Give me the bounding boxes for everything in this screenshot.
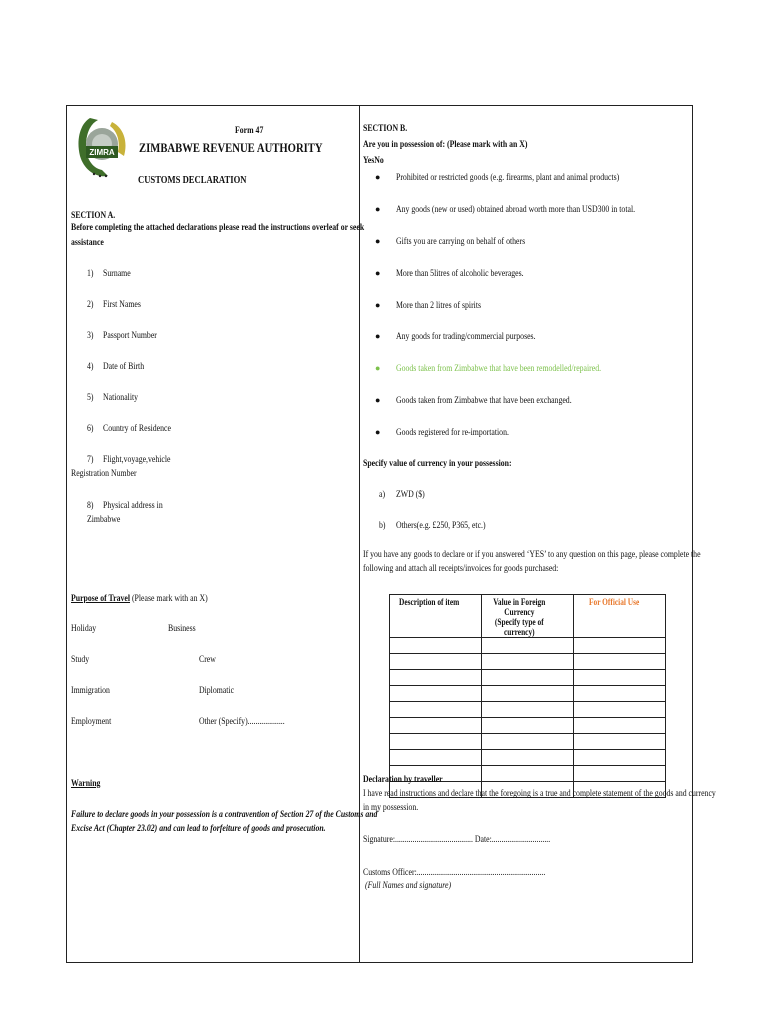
table-cell <box>574 718 666 734</box>
table-row <box>390 686 666 702</box>
table-cell[interactable] <box>390 750 482 766</box>
table-cell <box>574 638 666 654</box>
possession-item[interactable]: More than 2 litres of spirits <box>396 301 482 311</box>
table-row <box>390 750 666 766</box>
option-diplomatic[interactable]: Diplomatic <box>199 686 235 696</box>
table-cell[interactable] <box>390 718 482 734</box>
column-header-official-use: For Official Use <box>574 595 666 638</box>
table-cell <box>574 686 666 702</box>
section-b-heading: SECTION B. <box>363 124 408 134</box>
goods-table-header <box>390 595 666 638</box>
table-cell <box>574 702 666 718</box>
customs-declaration-form <box>66 105 716 963</box>
form-title: CUSTOMS DECLARATION <box>138 175 247 186</box>
column-header-description: Description of item <box>390 595 482 638</box>
possession-item[interactable]: More than 5litres of alcoholic beverages. <box>396 269 524 279</box>
table-cell[interactable] <box>482 702 574 718</box>
section-a-heading: SECTION A. <box>71 211 116 221</box>
table-row <box>390 670 666 686</box>
customs-officer-note: (Full Names and signature) <box>365 881 452 891</box>
declaration-heading: Declaration by traveller <box>363 775 443 785</box>
declaration-text: I have read instructions and declare that the foregoing is a true and complete statement of the goods and currency <box>363 789 716 799</box>
currency-number: a) <box>379 490 386 500</box>
table-cell[interactable] <box>482 766 574 782</box>
bullet-icon: ● <box>375 204 381 214</box>
table-cell[interactable] <box>390 686 482 702</box>
table-row <box>390 718 666 734</box>
field-number: 5) <box>87 393 94 403</box>
possession-item-highlighted[interactable]: Goods taken from Zimbabwe that have been remodelled/repaired. <box>396 364 602 374</box>
table-cell <box>574 750 666 766</box>
passport-number-label[interactable]: Passport Number <box>103 331 157 341</box>
possession-item[interactable]: Any goods (new or used) obtained abroad worth more than USD300 in total. <box>396 205 636 215</box>
option-study[interactable]: Study <box>71 655 90 665</box>
flight-voyage-vehicle-label[interactable]: Flight,voyage,vehicle <box>103 455 171 465</box>
bullet-icon: ● <box>375 236 381 246</box>
field-number: 4) <box>87 362 94 372</box>
table-cell[interactable] <box>482 750 574 766</box>
table-cell <box>574 654 666 670</box>
currency-zwd[interactable]: ZWD ($) <box>396 490 425 500</box>
field-number: 1) <box>87 269 94 279</box>
table-row <box>390 638 666 654</box>
currency-others[interactable]: Others(e.g. £250, P365, etc.) <box>396 521 486 531</box>
table-cell[interactable] <box>482 686 574 702</box>
form-number: Form 47 <box>235 126 264 136</box>
purpose-of-travel-heading <box>71 593 208 605</box>
date-of-birth-label[interactable]: Date of Birth <box>103 362 145 372</box>
physical-address-label-2: Zimbabwe <box>87 515 121 525</box>
table-cell <box>574 734 666 750</box>
option-business[interactable]: Business <box>168 624 196 634</box>
field-number: 3) <box>87 331 94 341</box>
table-cell[interactable] <box>390 654 482 670</box>
column-divider <box>359 106 360 962</box>
field-number: 8) <box>87 501 94 511</box>
signature-date-field[interactable]: Signature:........................................ Date:.............................. <box>363 835 551 845</box>
table-row <box>390 654 666 670</box>
table-cell[interactable] <box>482 734 574 750</box>
possession-item[interactable]: Goods taken from Zimbabwe that have been exchanged. <box>396 396 572 406</box>
field-number: 7) <box>87 455 94 465</box>
option-crew[interactable]: Crew <box>199 655 216 665</box>
goods-table <box>389 594 666 798</box>
declare-instructions-2: following and attach all receipts/invoices for goods purchased: <box>363 564 559 574</box>
section-b-question: Are you in possession of: (Please mark with an X) <box>363 140 528 150</box>
bullet-icon: ● <box>375 268 381 278</box>
column-header-value: Value in Foreign Currency (Specify type of currency) <box>482 595 574 638</box>
field-number: 2) <box>87 300 94 310</box>
purpose-note: (Please mark with an X) <box>130 594 208 604</box>
customs-officer-field[interactable]: Customs Officer:.................................................................. <box>363 868 546 878</box>
table-cell[interactable] <box>482 638 574 654</box>
table-cell[interactable] <box>390 638 482 654</box>
authority-title: ZIMBABWE REVENUE AUTHORITY <box>139 140 323 155</box>
warning-text-2: Excise Act (Chapter 23.02) and can lead to forfeiture of goods and prosecution. <box>71 824 326 834</box>
table-row <box>390 702 666 718</box>
table-cell <box>574 766 666 782</box>
option-other[interactable]: Other (Specify)................... <box>199 717 285 727</box>
table-cell[interactable] <box>482 670 574 686</box>
country-of-residence-label[interactable]: Country of Residence <box>103 424 171 434</box>
section-a-intro: Before completing the attached declarations please read the instructions overleaf or seek <box>71 223 365 233</box>
bullet-icon: ● <box>375 331 381 341</box>
table-cell[interactable] <box>390 734 482 750</box>
yes-no-header: YesNo <box>363 156 384 166</box>
bullet-icon: ● <box>375 427 381 437</box>
possession-item[interactable]: Gifts you are carrying on behalf of others <box>396 237 526 247</box>
possession-item[interactable]: Goods registered for re-importation. <box>396 428 509 438</box>
physical-address-label[interactable]: Physical address in <box>103 501 163 511</box>
bullet-icon: ● <box>375 300 381 310</box>
surname-label[interactable]: Surname <box>103 269 131 279</box>
table-cell[interactable] <box>482 654 574 670</box>
purpose-heading-text: Purpose of Travel <box>71 594 131 604</box>
declaration-text-2: in my possession. <box>363 803 419 813</box>
nationality-label[interactable]: Nationality <box>103 393 139 403</box>
bullet-icon: ● <box>375 172 381 182</box>
section-a-intro-2: assistance <box>71 238 104 248</box>
bullet-icon: ● <box>375 363 381 373</box>
table-cell[interactable] <box>482 718 574 734</box>
option-holiday[interactable]: Holiday <box>71 624 97 634</box>
table-cell[interactable] <box>390 670 482 686</box>
currency-heading: Specify value of currency in your possession: <box>363 459 512 469</box>
registration-number-label: Registration Number <box>71 469 137 479</box>
option-employment[interactable]: Employment <box>71 717 112 727</box>
field-number: 6) <box>87 424 94 434</box>
warning-text: Failure to declare goods in your possession is a contravention of Section 27 of the Customs and <box>71 810 378 820</box>
table-row <box>390 734 666 750</box>
svg-text:ZIMRA: ZIMRA <box>89 148 115 157</box>
table-cell[interactable] <box>390 702 482 718</box>
zimra-logo <box>72 112 132 182</box>
option-immigration[interactable]: Immigration <box>71 686 110 696</box>
warning-heading: Warning <box>71 779 101 789</box>
declare-instructions: If you have any goods to declare or if you answered ‘YES’ to any question on this page, please complete the <box>363 550 701 560</box>
possession-item[interactable]: Prohibited or restricted goods (e.g. firearms, plant and animal products) <box>396 173 620 183</box>
first-names-label[interactable]: First Names <box>103 300 141 310</box>
table-cell <box>574 670 666 686</box>
currency-number: b) <box>379 521 386 531</box>
possession-item[interactable]: Any goods for trading/commercial purposes. <box>396 332 536 342</box>
bullet-icon: ● <box>375 395 381 405</box>
